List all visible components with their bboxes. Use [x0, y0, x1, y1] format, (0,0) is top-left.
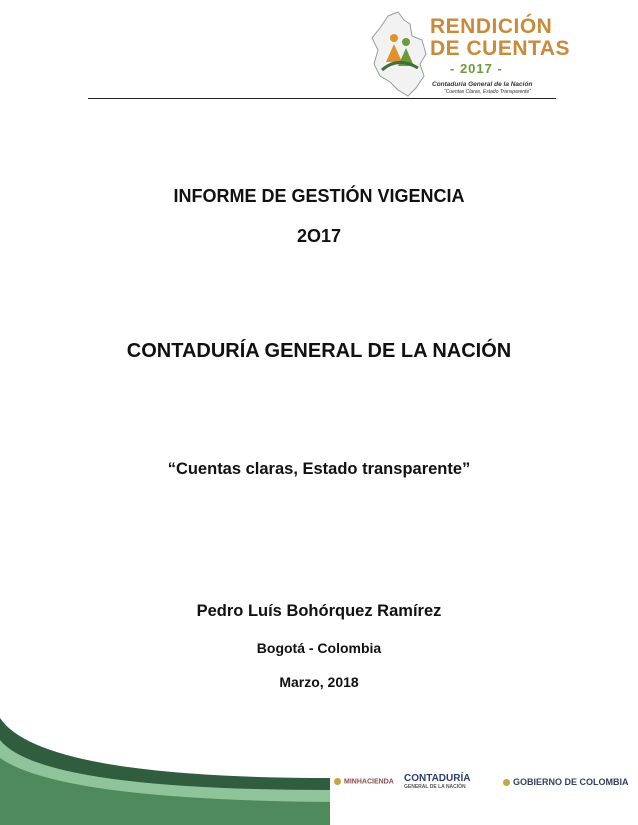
footer-logo-contaduria-sub: GENERAL DE LA NACIÓN: [404, 784, 466, 790]
footer-logo-contaduria-main: CONTADURÍA: [404, 773, 471, 784]
footer-logo-contaduria: [404, 774, 470, 792]
colombia-map-people-icon: [368, 10, 430, 98]
slogan: “Cuentas claras, Estado transparente”: [167, 460, 471, 478]
header-divider: [88, 98, 556, 99]
location: Bogotá - Colombia: [256, 640, 382, 656]
shield-icon: [334, 778, 341, 785]
footer-logo-gobierno: [503, 777, 629, 787]
footer-logo-gobierno-text: GOBIERNO DE COLOMBIA: [513, 777, 629, 787]
footer-band: [0, 718, 638, 825]
logo-year: - 2017 -: [450, 61, 503, 76]
coat-of-arms-icon: [503, 779, 510, 786]
logo-motto: “Cuentas Claras, Estado Transparente”: [444, 89, 531, 95]
logo-title-line2: DE CUENTAS: [430, 37, 570, 60]
report-date: Marzo, 2018: [279, 674, 359, 690]
footer-logo-minhacienda-text: MINHACIENDA: [344, 778, 394, 786]
author-name: Pedro Luís Bohórquez Ramírez: [196, 602, 442, 620]
report-title-line2: 2O17: [296, 226, 342, 246]
logo-organization: Contaduría General de la Nación: [432, 81, 533, 88]
header-logo: [368, 10, 570, 100]
organization-name: CONTADURÍA GENERAL DE LA NACIÓN: [126, 340, 512, 362]
report-title-line1: INFORME DE GESTIÓN VIGENCIA: [173, 186, 465, 206]
logo-title-line1: RENDICIÓN: [430, 15, 553, 38]
footer-logo-minhacienda: [334, 778, 394, 785]
